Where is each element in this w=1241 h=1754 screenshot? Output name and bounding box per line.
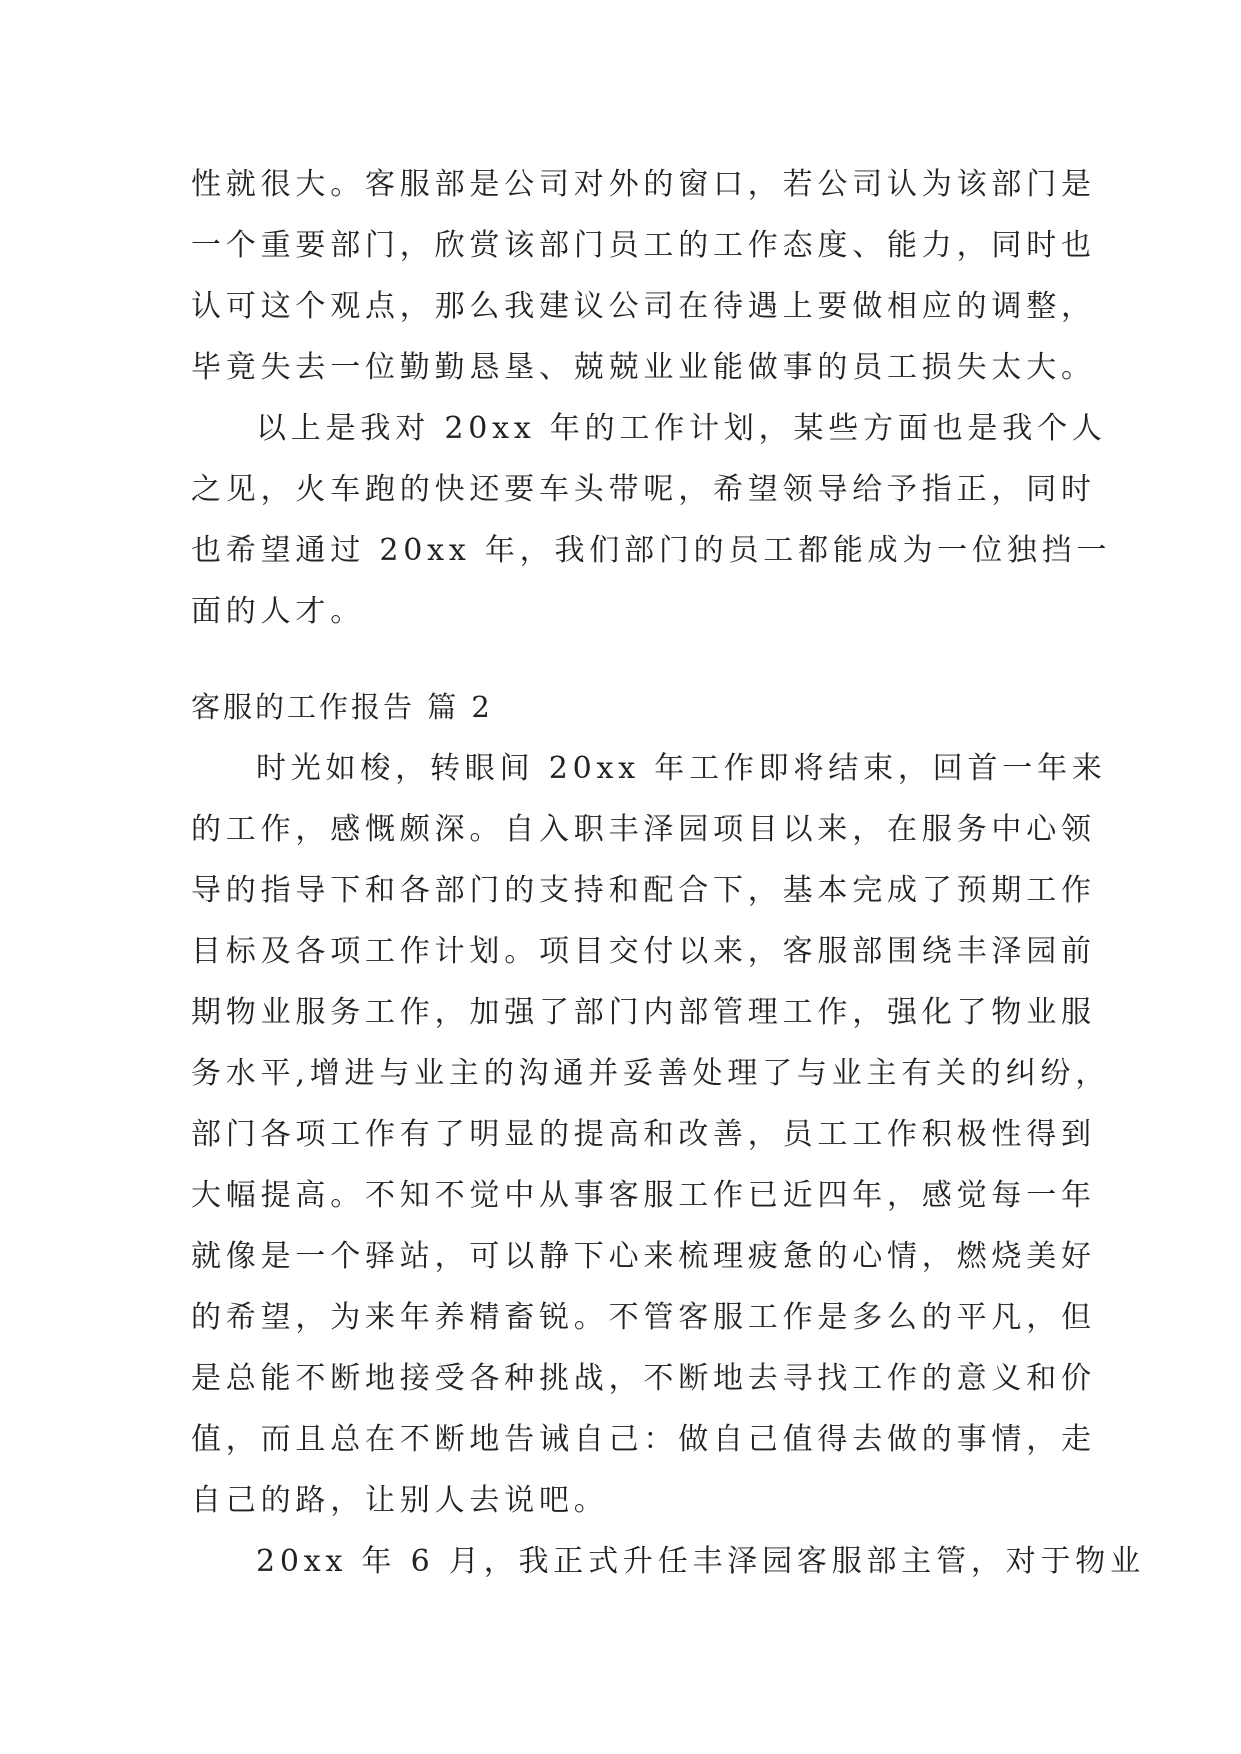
text-line: 认可这个观点，那么我建议公司在待遇上要做相应的调整， bbox=[191, 289, 1096, 324]
paragraph-section-2 bbox=[191, 738, 1145, 1592]
text-line: 期物业服务工作，加强了部门内部管理工作，强化了物业服 bbox=[191, 995, 1096, 1030]
text-line: 自己的路，让别人去说吧。 bbox=[191, 1483, 609, 1518]
text-line: 的希望，为来年养精畜锐。不管客服工作是多么的平凡，但 bbox=[191, 1300, 1096, 1335]
text-line: 务水平,增进与业主的沟通并妥善处理了与业主有关的纠纷， bbox=[191, 1056, 1111, 1091]
text-line: 20xx 年 6 月，我正式升任丰泽园客服部主管，对于物业 bbox=[256, 1544, 1145, 1579]
text-line: 是总能不断地接受各种挑战，不断地去寻找工作的意义和价 bbox=[191, 1361, 1096, 1396]
text-line: 之见，火车跑的快还要车头带呢，希望领导给予指正，同时 bbox=[191, 472, 1096, 507]
text-line: 一个重要部门，欣赏该部门员工的工作态度、能力，同时也 bbox=[191, 228, 1096, 263]
section-heading: 客服的工作报告 篇 2 bbox=[191, 690, 493, 724]
text-line: 毕竟失去一位勤勤恳垦、兢兢业业能做事的员工损失太大。 bbox=[191, 350, 1096, 385]
text-line: 以上是我对 20xx 年的工作计划，某些方面也是我个人 bbox=[256, 411, 1107, 446]
text-line: 导的指导下和各部门的支持和配合下，基本完成了预期工作 bbox=[191, 873, 1096, 908]
text-line: 值，而且总在不断地告诫自己：做自己值得去做的事情，走 bbox=[191, 1422, 1096, 1457]
text-line: 时光如梭，转眼间 20xx 年工作即将结束，回首一年来 bbox=[256, 751, 1107, 786]
text-line: 的工作，感慨颇深。自入职丰泽园项目以来，在服务中心领 bbox=[191, 812, 1096, 847]
text-line: 大幅提高。不知不觉中从事客服工作已近四年，感觉每一年 bbox=[191, 1178, 1096, 1213]
text-line: 部门各项工作有了明显的提高和改善，员工工作积极性得到 bbox=[191, 1117, 1096, 1152]
text-line: 就像是一个驿站，可以静下心来梳理疲惫的心情，燃烧美好 bbox=[191, 1239, 1096, 1274]
text-line: 也希望通过 20xx 年，我们部门的员工都能成为一位独挡一 bbox=[191, 533, 1112, 568]
text-line: 性就很大。客服部是公司对外的窗口，若公司认为该部门是 bbox=[191, 167, 1096, 202]
paragraph-section-1 bbox=[191, 154, 1112, 642]
text-line: 目标及各项工作计划。项目交付以来，客服部围绕丰泽园前 bbox=[191, 934, 1096, 969]
text-line: 面的人才。 bbox=[191, 594, 365, 629]
